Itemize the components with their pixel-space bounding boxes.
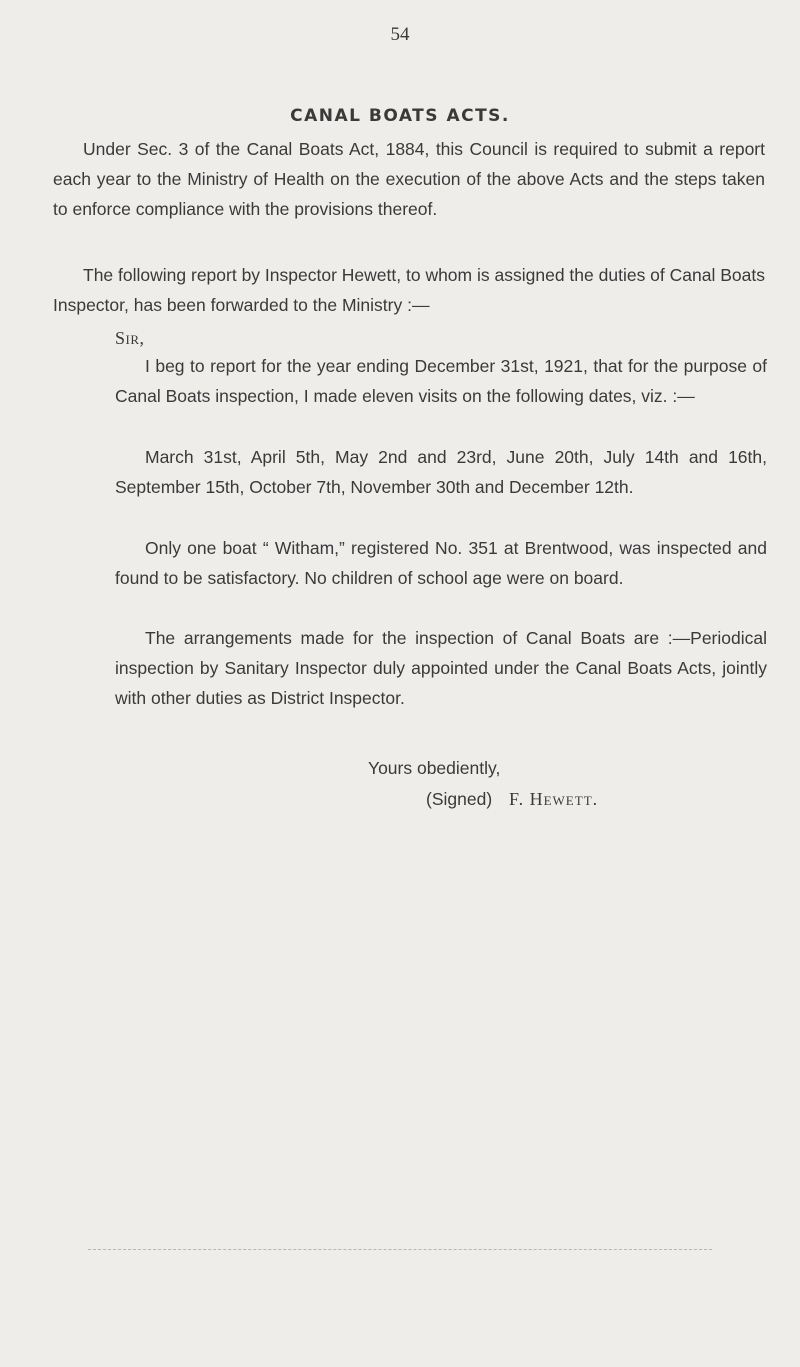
letter-closing: Yours obediently,: [368, 758, 501, 778]
report-paragraph: I beg to report for the year ending December 31st, 1921, that for the purpose of Canal Boats inspection, I made eleven visits on the following dates, viz. :—: [115, 356, 767, 406]
letter-salutation: Sir,: [115, 328, 145, 348]
arrangements-paragraph: The arrangements made for the inspection of Canal Boats are :—Periodical inspection by Sanitary Inspector duly appointed under the Canal Boats Acts, jointly with other duties as District Inspector.: [115, 628, 767, 708]
section-heading: CANAL BOATS ACTS.: [290, 106, 510, 126]
bottom-divider: [88, 1249, 712, 1250]
signatory-name: F. Hewett.: [509, 789, 599, 809]
boat-paragraph: Only one boat “ Witham,” registered No. 351 at Brentwood, was inspected and found to be satisfactory. No children of school age were on board.: [115, 538, 767, 588]
signed-label: (Signed): [426, 789, 493, 809]
intro-paragraph: Under Sec. 3 of the Canal Boats Act, 1884, this Council is required to submit a report each year to the Ministry of Health on the execution of the above Acts and the steps taken to enforce compliance with the provisions thereof.: [53, 139, 765, 219]
forwarded-paragraph: The following report by Inspector Hewett, to whom is assigned the duties of Canal Boats Inspector, has been forwarded to the Ministry :—: [53, 265, 765, 315]
signature-line: [426, 789, 598, 810]
page-number: 54: [390, 24, 410, 45]
visit-dates-paragraph: March 31st, April 5th, May 2nd and 23rd, June 20th, July 14th and 16th, September 15th, October 7th, November 30th and December 12th.: [115, 447, 767, 497]
